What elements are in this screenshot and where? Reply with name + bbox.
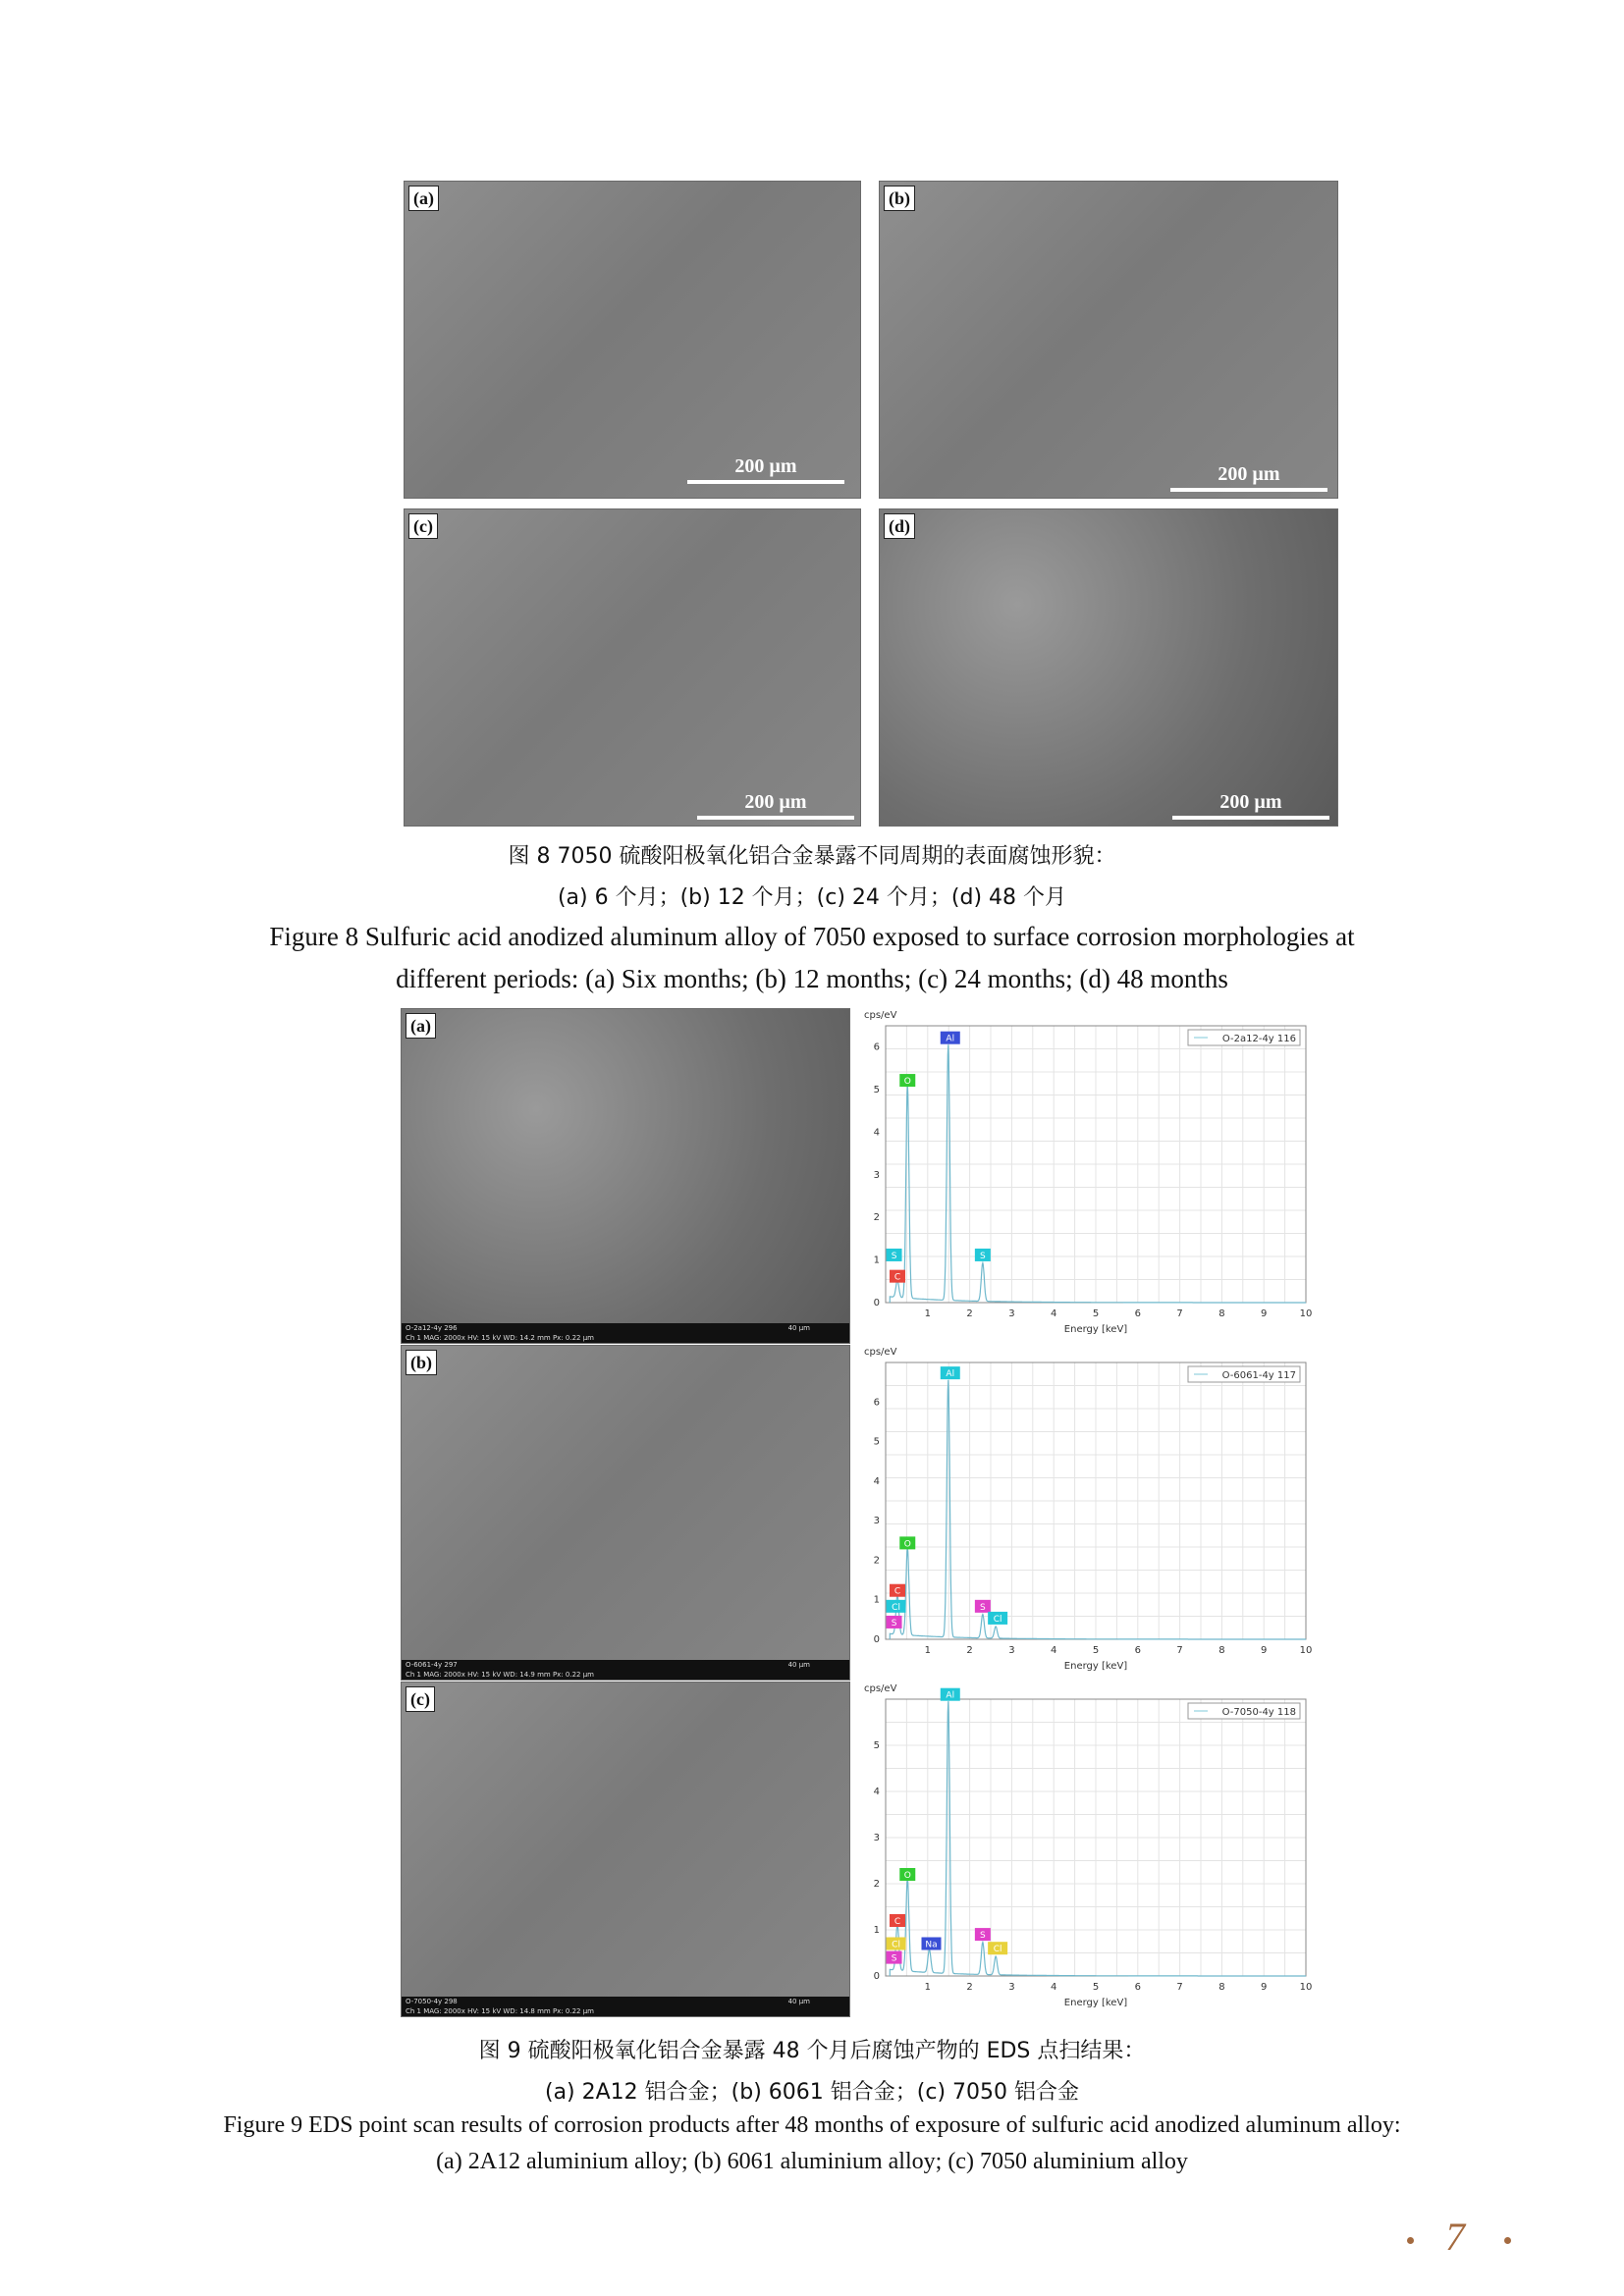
x-tick-label: 8	[1218, 1308, 1225, 1319]
sem-info-line1: O-2a12-4y 296	[406, 1324, 458, 1332]
sem-info-strip	[402, 1323, 849, 1343]
y-tick-label: 0	[873, 1634, 880, 1645]
x-tick-label: 3	[1008, 1645, 1015, 1656]
y-axis-label: cps/eV	[864, 1683, 897, 1694]
peak-label-c: C	[893, 1586, 901, 1597]
x-tick-label: 4	[1051, 1645, 1057, 1656]
scale-line	[687, 480, 844, 484]
fig8-panel-c	[404, 508, 861, 827]
peak-label-cl: Cl	[993, 1614, 1002, 1625]
spectrum-chart	[856, 1008, 1335, 1342]
legend-label: O-6061-4y 117	[1221, 1370, 1296, 1381]
x-tick-label: 9	[1261, 1645, 1268, 1656]
x-tick-label: 6	[1134, 1645, 1141, 1656]
peak-label-al: Al	[946, 1034, 955, 1044]
y-tick-label: 0	[873, 1971, 880, 1982]
x-tick-label: 8	[1218, 1645, 1225, 1656]
y-tick-label: 6	[873, 1397, 880, 1409]
scale-label: 200 µm	[1218, 463, 1280, 485]
x-tick-label: 3	[1008, 1982, 1015, 1993]
sem-scale-label: 40 µm	[787, 1661, 810, 1669]
peak-label-al: Al	[946, 1369, 955, 1380]
spectrum-line	[890, 1380, 1306, 1639]
fig9-sem-a	[401, 1008, 850, 1344]
sem-info-line2: Ch 1 MAG: 2000x HV: 15 kV WD: 14.9 mm Px: 0.22 µm	[406, 1671, 594, 1679]
panel-label: (a)	[408, 186, 439, 211]
y-axis-label: cps/eV	[864, 1347, 897, 1358]
y-tick-label: 1	[873, 1255, 880, 1266]
y-tick-label: 0	[873, 1298, 880, 1308]
y-tick-label: 2	[873, 1212, 880, 1224]
x-axis-label: Energy [keV]	[1063, 1661, 1128, 1672]
y-tick-label: 1	[873, 1925, 880, 1936]
x-tick-label: 6	[1134, 1982, 1141, 1993]
peak-label-s: S	[891, 1953, 897, 1964]
peak-label-c: C	[893, 1272, 901, 1283]
x-tick-label: 10	[1299, 1982, 1313, 1993]
scale-bar	[687, 455, 844, 484]
peak-label-al: Al	[946, 1690, 955, 1701]
y-tick-label: 2	[873, 1555, 880, 1567]
scale-line	[1172, 816, 1329, 820]
sem-info-line1: O-6061-4y 297	[406, 1661, 458, 1669]
fig9-spectrum-c	[856, 1682, 1335, 2015]
x-tick-label: 1	[924, 1308, 931, 1319]
panel-label: (c)	[408, 513, 438, 539]
x-tick-label: 10	[1299, 1308, 1313, 1319]
fig9-spectrum-a	[856, 1008, 1335, 1342]
y-tick-label: 6	[873, 1041, 880, 1053]
x-tick-label: 4	[1051, 1982, 1057, 1993]
scale-line	[697, 816, 854, 820]
fig8-panel-d	[879, 508, 1338, 827]
y-tick-label: 3	[873, 1169, 880, 1181]
peak-label-s: S	[891, 1251, 897, 1261]
panel-label: (b)	[406, 1350, 437, 1375]
y-tick-label: 3	[873, 1833, 880, 1843]
peak-label-s: S	[980, 1931, 986, 1942]
y-tick-label: 5	[873, 1085, 880, 1096]
scale-bar	[697, 791, 854, 820]
peak-label-o: O	[903, 1539, 911, 1550]
y-tick-label: 2	[873, 1879, 880, 1890]
fig8-panel-b	[879, 181, 1338, 499]
x-tick-label: 7	[1176, 1308, 1183, 1319]
scale-bar	[1172, 791, 1329, 820]
fig9-caption-en-line2: (a) 2A12 aluminium alloy; (b) 6061 aluminium alloy; (c) 7050 aluminium alloy	[436, 2149, 1188, 2174]
legend-label: O-7050-4y 118	[1221, 1707, 1296, 1718]
sem-info-line2: Ch 1 MAG: 2000x HV: 15 kV WD: 14.8 mm Px: 0.22 µm	[406, 2007, 594, 2015]
x-tick-label: 2	[966, 1982, 973, 1993]
scale-label: 200 µm	[744, 791, 807, 813]
peak-label-cl: Cl	[993, 1945, 1002, 1955]
fig8-caption-cn-line2: (a) 6 个月；(b) 12 个月；(c) 24 个月；(d) 48 个月	[557, 885, 1067, 910]
peak-label-s: S	[980, 1251, 986, 1261]
x-tick-label: 9	[1261, 1308, 1268, 1319]
x-tick-label: 5	[1092, 1982, 1100, 1993]
panel-label: (b)	[884, 186, 915, 211]
fig8-panel-a	[404, 181, 861, 499]
fig9-spectrum-b	[856, 1345, 1335, 1679]
spectrum-chart	[856, 1682, 1335, 2015]
x-tick-label: 2	[966, 1308, 973, 1319]
x-axis-label: Energy [keV]	[1063, 1324, 1128, 1335]
fig8-caption-en-line1: Figure 8 Sulfuric acid anodized aluminum alloy of 7050 exposed to surface corrosion morphologies at	[269, 922, 1355, 951]
x-tick-label: 9	[1261, 1982, 1268, 1993]
x-tick-label: 10	[1299, 1645, 1313, 1656]
x-tick-label: 7	[1176, 1645, 1183, 1656]
peak-label-c: C	[893, 1917, 901, 1927]
x-tick-label: 7	[1176, 1982, 1183, 1993]
x-tick-label: 2	[966, 1645, 973, 1656]
panel-label: (a)	[406, 1013, 436, 1039]
y-tick-label: 1	[873, 1594, 880, 1606]
y-tick-label: 5	[873, 1740, 880, 1751]
peak-label-s: S	[980, 1602, 986, 1613]
y-tick-label: 5	[873, 1436, 880, 1448]
fig9-caption-cn-line2: (a) 2A12 铝合金；(b) 6061 铝合金；(c) 7050 铝合金	[544, 2080, 1080, 2105]
scale-label: 200 µm	[734, 455, 797, 477]
y-tick-label: 3	[873, 1516, 880, 1527]
peak-label-o: O	[903, 1871, 911, 1881]
fig9-sem-b	[401, 1345, 850, 1681]
fig8-caption-en-line2: different periods: (a) Six months; (b) 12 months; (c) 24 months; (d) 48 months	[396, 964, 1228, 993]
y-tick-label: 4	[873, 1127, 880, 1139]
fig9-sem-c	[401, 1682, 850, 2017]
peak-label-na: Na	[925, 1940, 938, 1950]
peak-label-cl: Cl	[892, 1602, 900, 1613]
x-tick-label: 4	[1051, 1308, 1057, 1319]
spectrum-line	[890, 1701, 1306, 1976]
x-tick-label: 1	[924, 1982, 931, 1993]
scale-label: 200 µm	[1219, 791, 1282, 813]
x-tick-label: 5	[1092, 1308, 1100, 1319]
peak-label-o: O	[903, 1077, 911, 1088]
fig9-caption-en-line1: Figure 9 EDS point scan results of corrosion products after 48 months of exposure of sulfuric acid anodized aluminum alloy:	[223, 2112, 1401, 2138]
sem-scale-label: 40 µm	[787, 1324, 810, 1332]
sem-info-strip	[402, 1997, 849, 2016]
x-tick-label: 3	[1008, 1308, 1015, 1319]
x-tick-label: 5	[1092, 1645, 1100, 1656]
scale-bar	[1170, 463, 1327, 492]
scale-line	[1170, 488, 1327, 492]
peak-label-cl: Cl	[892, 1940, 900, 1950]
legend-label: O-2a12-4y 116	[1221, 1034, 1296, 1044]
panel-label: (c)	[406, 1686, 435, 1712]
x-axis-label: Energy [keV]	[1063, 1998, 1128, 2008]
x-tick-label: 1	[924, 1645, 931, 1656]
sem-info-strip	[402, 1660, 849, 1680]
fig9-caption-cn-line1: 图 9 硫酸阳极氧化铝合金暴露 48 个月后腐蚀产物的 EDS 点扫结果：	[478, 2039, 1146, 2063]
fig8-caption-cn-line1: 图 8 7050 硫酸阳极氧化铝合金暴露不同周期的表面腐蚀形貌：	[508, 844, 1116, 869]
y-axis-label: cps/eV	[864, 1010, 897, 1021]
page-number-dot-left	[1407, 2237, 1414, 2244]
sem-info-line1: O-7050-4y 298	[406, 1998, 458, 2005]
spectrum-line	[890, 1044, 1306, 1303]
sem-info-line2: Ch 1 MAG: 2000x HV: 15 kV WD: 14.2 mm Px: 0.22 µm	[406, 1334, 594, 1342]
page-number: 7	[1445, 2215, 1465, 2259]
y-tick-label: 4	[873, 1475, 880, 1487]
peak-label-s: S	[891, 1618, 897, 1629]
page-number-dot-right	[1504, 2237, 1511, 2244]
spectrum-chart	[856, 1345, 1335, 1679]
y-tick-label: 4	[873, 1787, 880, 1797]
panel-label: (d)	[884, 513, 915, 539]
sem-scale-label: 40 µm	[787, 1998, 810, 2005]
x-tick-label: 6	[1134, 1308, 1141, 1319]
x-tick-label: 8	[1218, 1982, 1225, 1993]
